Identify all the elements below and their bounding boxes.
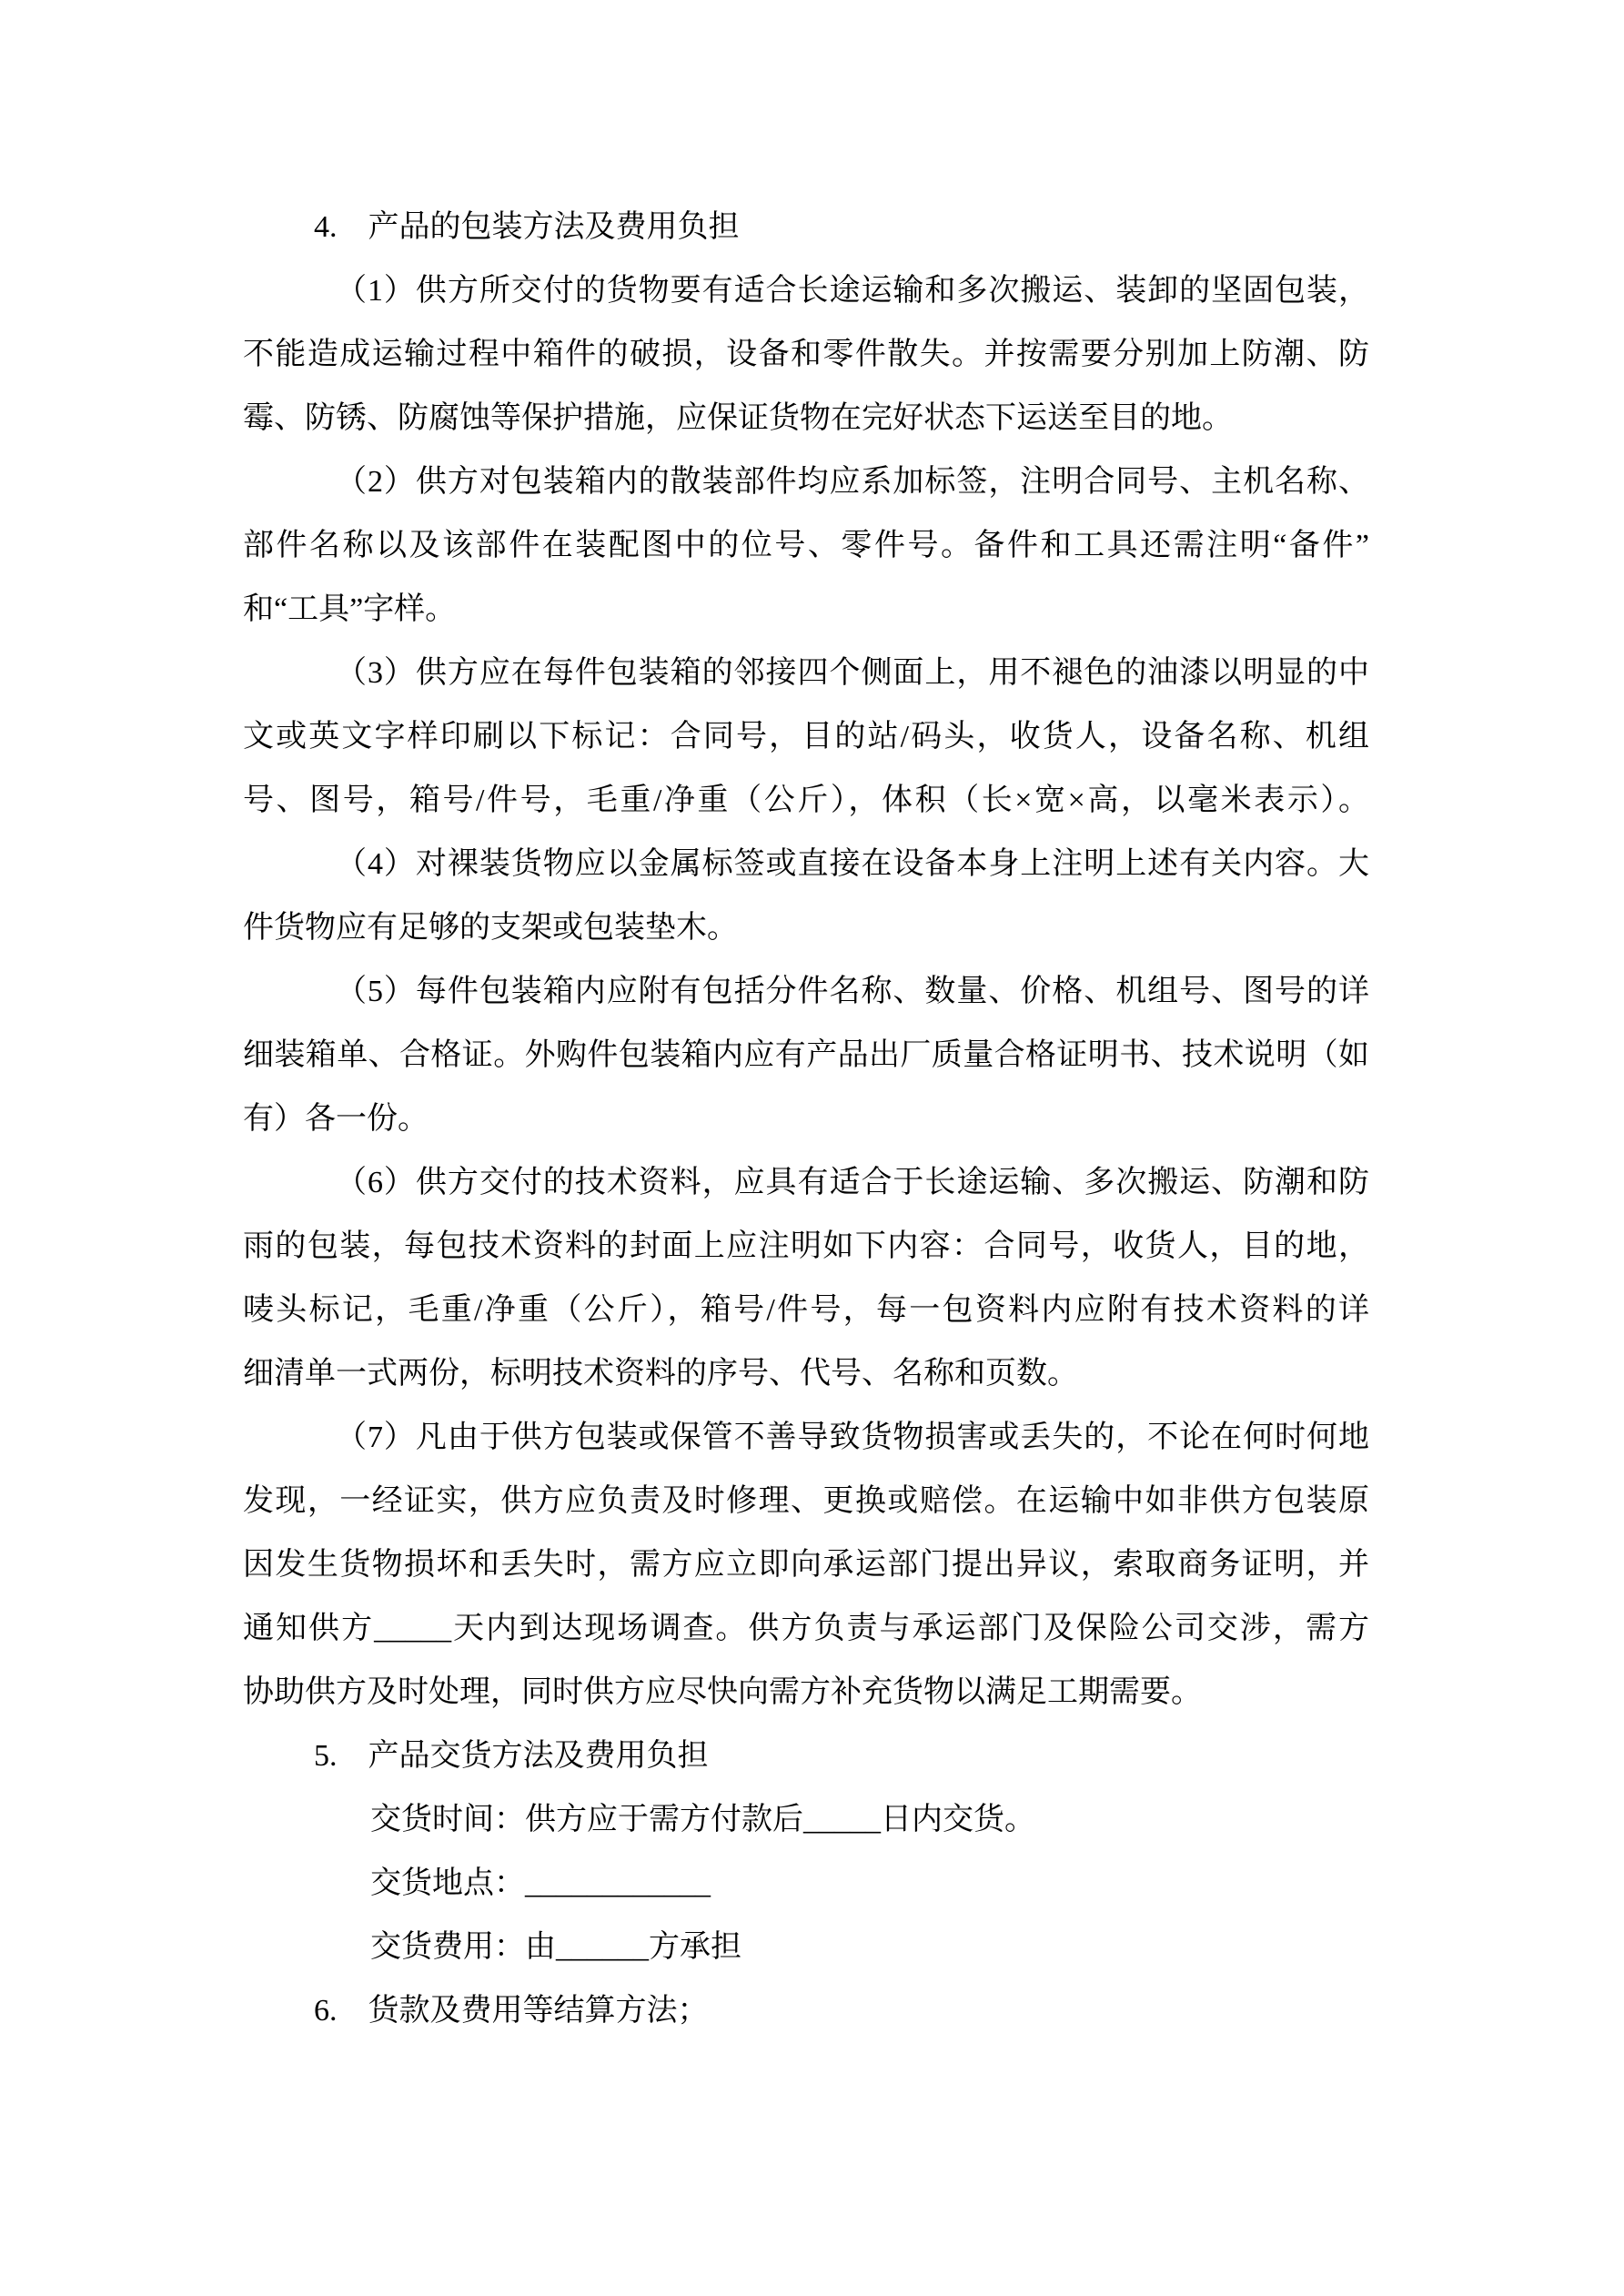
clause-4-6-line-1: （6）供方交付的技术资料，应具有适合于长途运输、多次搬运、防潮和防 xyxy=(336,1166,1369,1199)
clause-4-6-line-2: 雨的包装，每包技术资料的封面上应注明如下内容：合同号，收货人，目的地， xyxy=(243,1229,1369,1263)
clause-4-7-line-2: 发现，一经证实，供方应负责及时修理、更换或赔偿。在运输中如非供方包装原 xyxy=(243,1484,1369,1518)
clause-4-4-line-1: （4）对裸装货物应以金属标签或直接在设备本身上注明上述有关内容。大 xyxy=(336,847,1369,881)
clause-4-2-line-3: 和“工具”字样。 xyxy=(243,592,457,626)
clause-4-7-line-3: 因发生货物损坏和丢失时，需方应立即向承运部门提出异议，索取商务证明，并 xyxy=(243,1548,1369,1582)
delivery-place-line: 交货地点：____________ xyxy=(370,1866,711,1900)
clause-4-1-line-2: 不能造成运输过程中箱件的破损，设备和零件散失。并按需要分别加上防潮、防 xyxy=(243,338,1369,371)
clause-4-2-line-1: （2）供方对包装箱内的散装部件均应系加标签，注明合同号、主机名称、 xyxy=(336,465,1369,499)
delivery-fee-line: 交货费用：由______方承担 xyxy=(370,1930,741,1964)
contract-text-block xyxy=(243,196,1369,2043)
section-4-heading: 4. 产品的包装方法及费用负担 xyxy=(314,210,740,244)
clause-4-3-line-2: 文或英文字样印刷以下标记：合同号，目的站/码头，收货人，设备名称、机组 xyxy=(243,720,1369,754)
clause-4-5-line-1: （5）每件包装箱内应附有包括分件名称、数量、价格、机组号、图号的详 xyxy=(336,975,1369,1008)
clause-4-6-line-4: 细清单一式两份，标明技术资料的序号、代号、名称和页数。 xyxy=(243,1357,1078,1391)
clause-4-5-line-3: 有）各一份。 xyxy=(243,1102,429,1136)
section-6-heading: 6. 货款及费用等结算方法； xyxy=(314,1994,709,2028)
clause-4-4-line-2: 件货物应有足够的支架或包装垫木。 xyxy=(243,911,738,945)
section-5-heading: 5. 产品交货方法及费用负担 xyxy=(314,1739,709,1773)
clause-4-1-line-1: （1）供方所交付的货物要有适合长途运输和多次搬运、装卸的坚固包装， xyxy=(336,274,1369,308)
clause-4-7-line-1: （7）凡由于供方包装或保管不善导致货物损害或丢失的，不论在何时何地 xyxy=(336,1421,1369,1454)
clause-4-3-line-1: （3）供方应在每件包装箱的邻接四个侧面上，用不褪色的油漆以明显的中 xyxy=(336,656,1369,690)
clause-4-6-line-3: 唛头标记，毛重/净重（公斤），箱号/件号，每一包资料内应附有技术资料的详 xyxy=(243,1293,1369,1327)
clause-4-2-line-2: 部件名称以及该部件在装配图中的位号、零件号。备件和工具还需注明“备件” xyxy=(243,529,1369,562)
clause-4-3-line-3: 号、图号，箱号/件号，毛重/净重（公斤），体积（长×宽×高，以毫米表示）。 xyxy=(243,784,1369,817)
delivery-time-line: 交货时间：供方应于需方付款后_____日内交货。 xyxy=(370,1803,1035,1836)
clause-4-7-line-4: 通知供方_____天内到达现场调查。供方负责与承运部门及保险公司交涉，需方 xyxy=(243,1612,1369,1645)
clause-4-1-line-3: 霉、防锈、防腐蚀等保护措施，应保证货物在完好状态下运送至目的地。 xyxy=(243,401,1233,435)
clause-4-7-line-5: 协助供方及时处理，同时供方应尽快向需方补充货物以满足工期需要。 xyxy=(243,1675,1202,1709)
clause-4-5-line-2: 细装箱单、合格证。外购件包装箱内应有产品出厂质量合格证明书、技术说明（如 xyxy=(243,1038,1369,1072)
